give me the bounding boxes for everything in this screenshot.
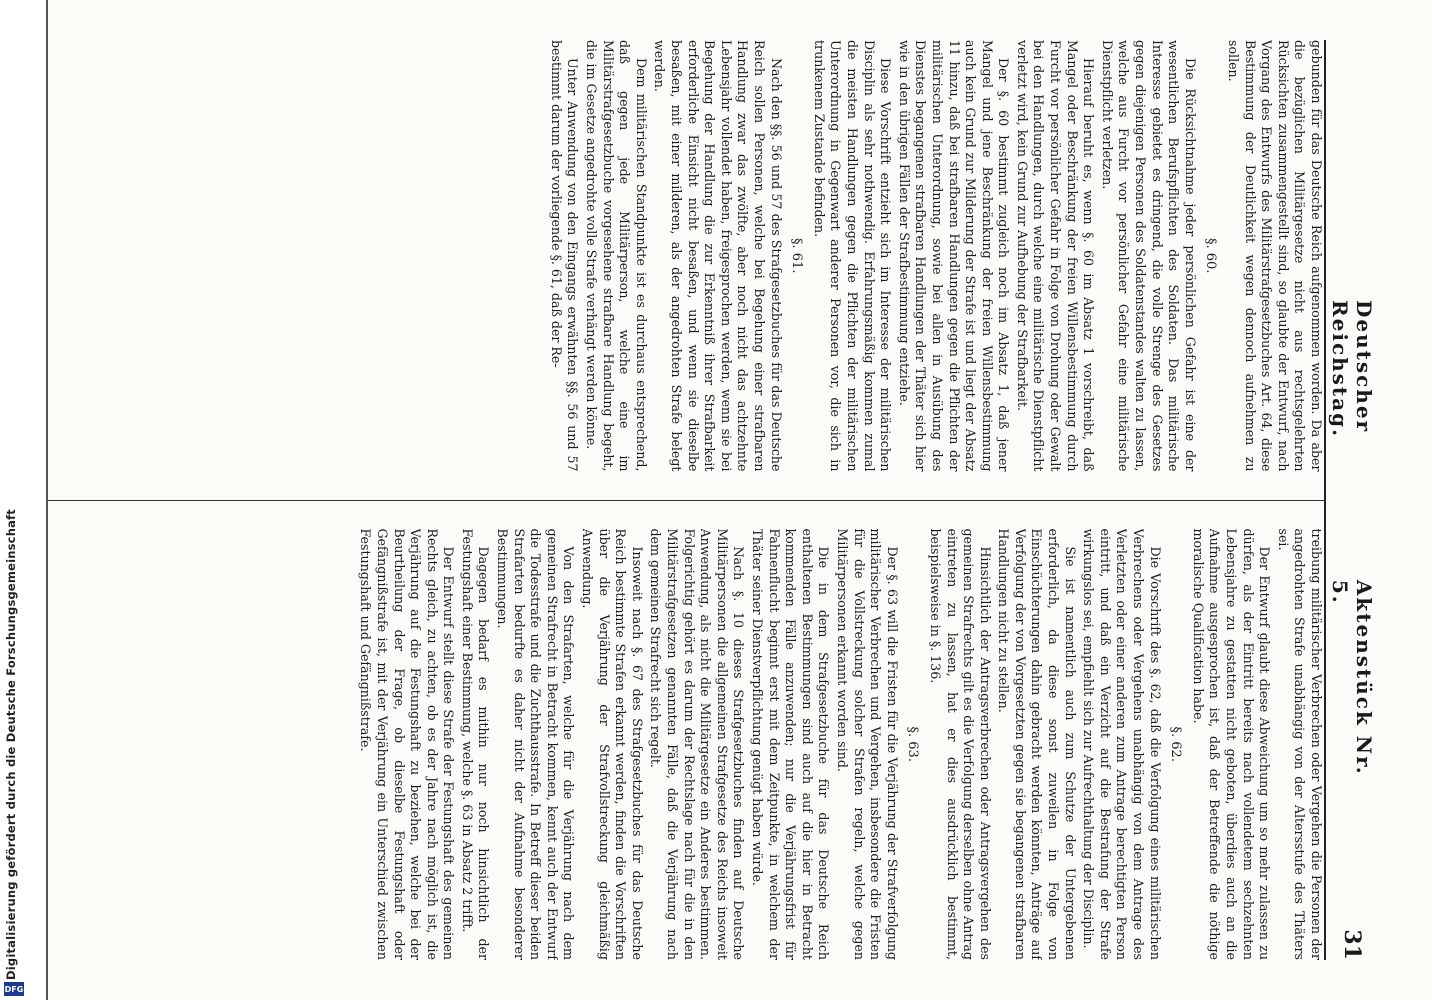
paragraph: Der Entwurf glaubt diese Abweichung um so mehr zulassen zu dürfen, als der Eintritt bereits nach vollendetem sechzehnten Lebensjahre zu gestatten nicht geboten, überdies auch an die Aufnahme ausgesprochen ist, daß der Betreffende die nöthige moralische Qualification habe. [1190, 528, 1273, 960]
page-edge [46, 0, 48, 1000]
left-column [46, 40, 1324, 472]
header-title: Deutscher Reichstag. [1328, 300, 1376, 439]
digitization-credit: Digitalisierung gefördert durch die Deutsche Forschungsgemeinschaft [4, 509, 18, 980]
paragraph: gebunden für das Deutsche Reich aufgenommen worden. Da aber die bezüglichen Militärgesetze nicht aus rechtsgelehrten Rücksichten zusammengestellt sind, so glaubte der Entwurf, nach Vorgang des Entwurfs des Militärstrafgesetzbuches Art. 64, diese Bestimmung der Deutlichkeit wegen dennoch aufnehmen zu sollen. [1226, 40, 1324, 472]
section-heading: §. 61. [789, 238, 805, 274]
section-heading: §. 60. [1203, 238, 1219, 274]
paragraph: Unter Anwendung von den Eingangs erwähnten §§. 56 und 57 bestimmt darum der vorliegende §. 61, daß der Re- [548, 40, 581, 472]
text-columns [46, 40, 1324, 960]
paragraph: Der Entwurf stellt diese Strafe der Festungshaft des gemeinen Rechts gleich, zu achten, ob es der Jahre nach möglich ist, die Verjährung auf die Festungshaft zu beziehen, welche bei der Beurtheilung der Frage, ob dieselbe Festungshaft oder Gefängnißstrafe ist, mit der Verjährung ein Unterschied zwischen Festungshaft und Gefängnißstrafe. [358, 528, 457, 960]
digitization-note [0, 0, 46, 1000]
paragraph: Dagegen bedarf es mithin nur noch hinsichtlich der Festungshaft einer Bestimmung, welche §. 63 in Absatz 2 trifft. [459, 528, 492, 960]
paragraph: Von den Strafarten, welche für die Verjährung nach dem gemeinen Strafrecht in Betracht kommen, kennt auch der Entwurf die Todesstrafe und die Zuchthausstrafe. In Betreff dieser beiden Strafarten bedurfte es daher nicht der Aufnahme besonderer Bestimmungen. [495, 528, 577, 960]
column-divider [46, 500, 1324, 501]
paragraph: Nach §. 10 dieses Strafgesetzbuches finden auf Deutsche Militärpersonen die allgemeinen Strafgesetze des Reichs insoweit Anwendung, als nicht die Militärgesetze ein Anderes bestimmen. Folgerichtig gehört es darum der Rechtslage nach für die in den Militärstrafgesetzen genannten Fälle, daß die Verjährung nach dem gemeinen Strafrecht sich regelt. [648, 528, 747, 960]
paragraph: Die Rücksichtnahme jeder persönlichen Gefahr ist eine der wesentlichen Berufspflichten des Soldaten. Das militärische Interesse gebietet es dringend, die volle Strenge des Gesetzes gegen diejenigen Personen des Soldatenstandes walten zu lassen, welche aus Furcht vor persönlicher Gefahr eine militärische Dienstpflicht verletzen. [1099, 40, 1198, 472]
paragraph: Diese Vorschrift entzieht sich im Interesse der militärischen Disciplin als sehr nothwendig. Erfahrungsmäßig kommen zumal die meisten Handlungen gegen die Pflichten der militärischen Unterordnung in Gegenwart anderer Personen vor, die sich in trunkenem Zustande befinden. [811, 40, 894, 472]
dfg-logo: DFG [4, 982, 24, 996]
document-page [46, 0, 1386, 1000]
paragraph: Hinsichtlich der Antragsverbrechen oder Antragsvergehen des gemeinen Strafrechts gilt es die Verfolgung derselben ohne Antrag eintreten zu lassen, hat er dies ausdrücklich bestimmt, beispielsweise in §. 136. [927, 528, 993, 960]
paragraph: Die Vorschrift des §. 62, daß die Verfolgung eines militärischen Verbrechens oder Vergehens unabhängig von dem Antrage des Verletzten oder einer anderen zum Antrage berechtigten Person eintritt, und daß ein Verzicht auf die Bestrafung der Strafe wirkungslos sei, empfiehlt sich zur Aufrechthaltung der Disciplin. [1081, 528, 1163, 960]
paragraph: Der §. 63 will die Fristen für die Verjährung der Strafverfolgung militärischer Verbrechen und Vergehen, insbesondere die Fristen für die Vollstreckung solcher Strafen regeln, welche gegen Militärpersonen erkannt worden sind. [834, 528, 900, 960]
section-heading: §. 62. [1168, 726, 1184, 762]
header-document-number: Aktenstück Nr. 5. [1328, 579, 1376, 776]
paragraph: Dem militärischen Standpunkte ist es durchaus entsprechend, daß gegen jede Militärperson, welche eine im Militärstrafgesetzbuche vorgesehene strafbare Handlung begeht, die im Gesetze angedrohte volle Strafe verhängt werden könne. [584, 40, 649, 472]
page-number: 31 [1339, 929, 1365, 960]
paragraph: Die in dem Strafgesetzbuche für das Deutsche Reich enthaltenen Bestimmungen sind auch auf die hier in Betracht kommenden Fälle anzuwenden; nur die Verjährungsfrist für Fahnenflucht beginnt erst mit dem Zeitpunkte, in welchem der Thäter seiner Dienstverpflichtung genügt haben würde. [750, 528, 832, 960]
paragraph: Der §. 60 bestimmt zugleich noch im Absatz 1, daß jener Mangel und jene Beschränkung der freien Willensbestimmung auch kein Grund zur Milderung der Strafe ist und liegt der Absatz 11 hinzu, daß bei strafbaren Handlungen gegen die Pflichten der militärischen Unterordnung, sowie bei allen in Ausübung des Dienstes begangenen strafbaren Handlungen der Thäter sich hier wie in den übrigen Fällen der Strafbestimmung entziehe. [896, 40, 1012, 472]
paragraph: Nach den §§. 56 und 57 des Strafgesetzbuches für das Deutsche Reich sollen Personen, welche bei Begehung einer strafbaren Handlung zwar das zwölfte, aber noch nicht das achtzehnte Lebensjahr vollendet haben, freigesprochen werden, wenn sie bei Begehung der Handlung die zur Erkenntniß ihrer Strafbarkeit erforderliche Einsicht nicht besaßen, und wenn sie dieselbe besaßen, mit einer milderen, als der angedrohten Strafe belegt werden. [652, 40, 784, 472]
section-heading: §. 63. [905, 726, 921, 762]
paragraph: Hierauf beruht es, wenn §. 60 im Absatz 1 vorschreibt, daß Mangel oder Beschränkung der freien Willensbestimmung durch Furcht vor persönlicher Gefahr in Folge von Drohung oder Gewalt bei den Handlungen, durch welche eine militärische Dienstpflicht verletzt wird, kein Grund zur Aufhebung der Strafbarkeit. [1014, 40, 1097, 472]
paragraph: Insoweit nach §. 67 des Strafgesetzbuches für das Deutsche Reich bestimmte Strafen erkannt werden, finden die Vorschriften über die Verjährung der Strafvollstreckung gleichmäßig Anwendung. [580, 528, 645, 960]
paragraph: treibung militärischer Verbrechen oder Vergehen die Personen der angedrohten Strafe unabhängig von der Altersstufe des Thäters sei. [1275, 528, 1324, 960]
page-header [1324, 40, 1378, 960]
right-column [46, 529, 1324, 961]
paragraph: Sie ist namentlich auch zum Schutze der Untergebenen erforderlich, da diese sonst zuweilen in Folge von Einschüchterungen dahin gebracht werden könnten, Anträge auf Verfolgung der von Vorgesetzten gegen sie begangenen strafbaren Handlungen nicht zu stellen. [996, 528, 1078, 960]
